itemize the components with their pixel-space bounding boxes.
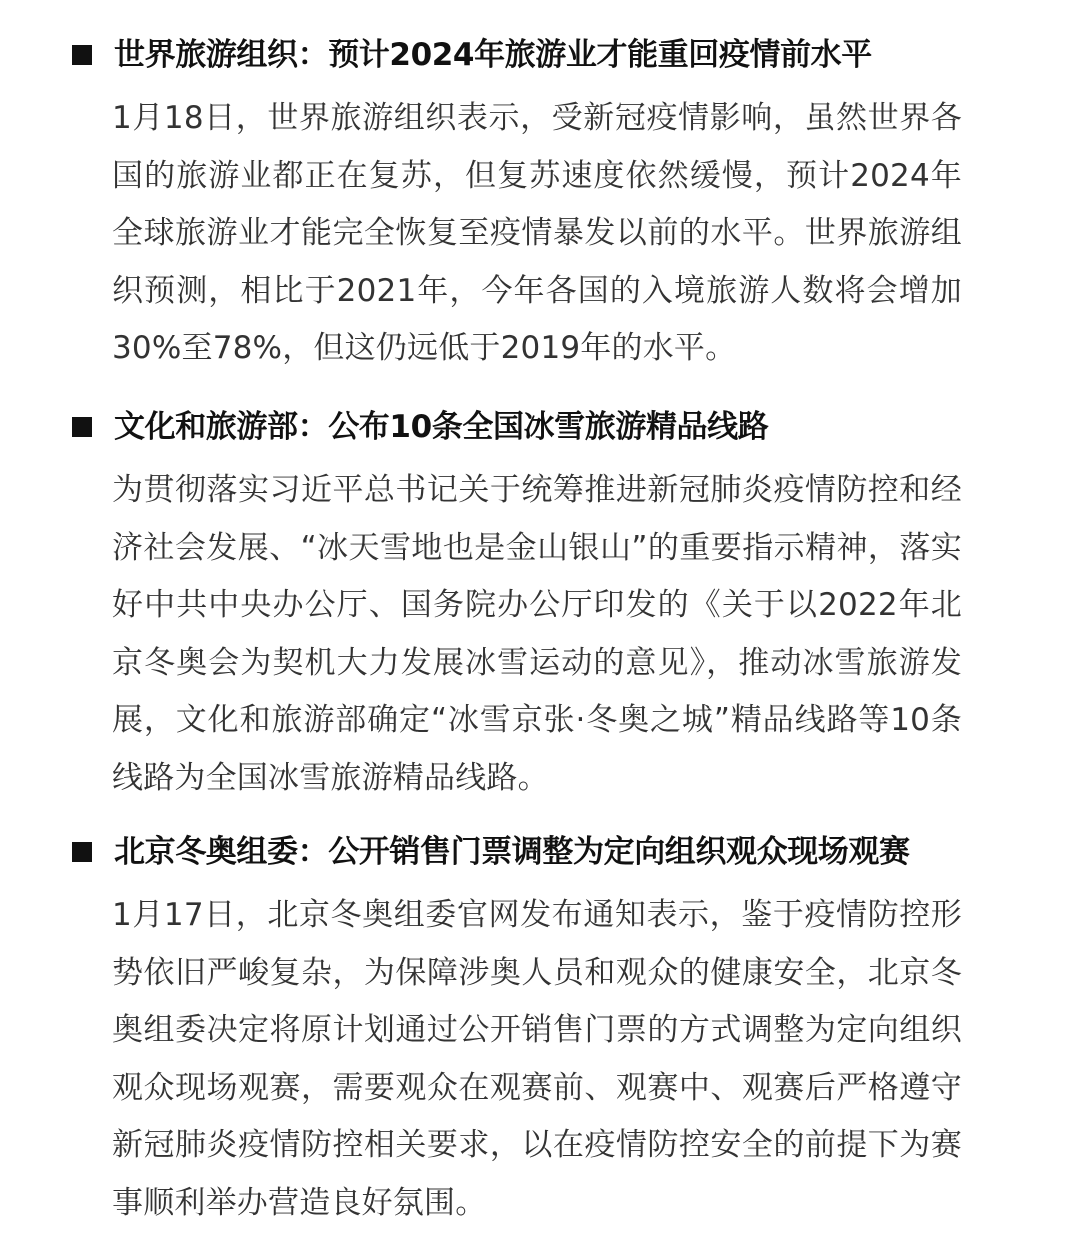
square-bullet-icon — [72, 417, 92, 437]
news-item-body: 1月17日，北京冬奥组委官网发布通知表示，鉴于疫情防控形势依旧严峻复杂，为保障涉奥人员和观众的健康安全，北京冬奥组委决定将原计划通过公开销售门票的方式调整为定向组织观众现场观赛，需要观众在观赛前、观赛中、观赛后严格遵守新冠肺炎疫情防控相关要求，以在疫情防控安全的前提下为赛事顺利举办营造良好氛围。 — [112, 897, 962, 1221]
square-bullet-icon — [72, 45, 92, 65]
news-item-body: 为贯彻落实习近平总书记关于统筹推进新冠肺炎疫情防控和经济社会发展、“冰天雪地也是金山银山”的重要指示精神，落实好中共中央办公厅、国务院办公厅印发的《关于以2022年北京冬奥会为契机大力发展冰雪运动的意见》，推动冰雪旅游发展，文化和旅游部确定“冰雪京张·冬奥之城”精品线路等10条线路为全国冰雪旅游精品线路。 — [112, 472, 962, 796]
news-item-unwto — [0, 26, 1080, 366]
news-item-culture-tourism — [0, 398, 1080, 796]
news-item-heading — [0, 26, 1080, 84]
news-item-title: 文化和旅游部：公布10条全国冰雪旅游精品线路 — [114, 409, 769, 445]
news-item-heading — [0, 398, 1080, 456]
square-bullet-icon — [72, 842, 92, 862]
news-item-title: 世界旅游组织：预计2024年旅游业才能重回疫情前水平 — [114, 37, 872, 73]
news-item-heading — [0, 823, 1080, 881]
news-item-body: 1月18日，世界旅游组织表示，受新冠疫情影响，虽然世界各国的旅游业都正在复苏，但复苏速度依然缓慢，预计2024年全球旅游业才能完全恢复至疫情暴发以前的水平。世界旅游组织预测，相比于2021年，今年各国的入境旅游人数将会增加30%至78%，但这仍远低于2019年的水平。 — [112, 100, 962, 366]
news-item-winter-olympics — [0, 823, 1080, 1221]
news-item-title: 北京冬奥组委：公开销售门票调整为定向组织观众现场观赛 — [114, 834, 910, 870]
